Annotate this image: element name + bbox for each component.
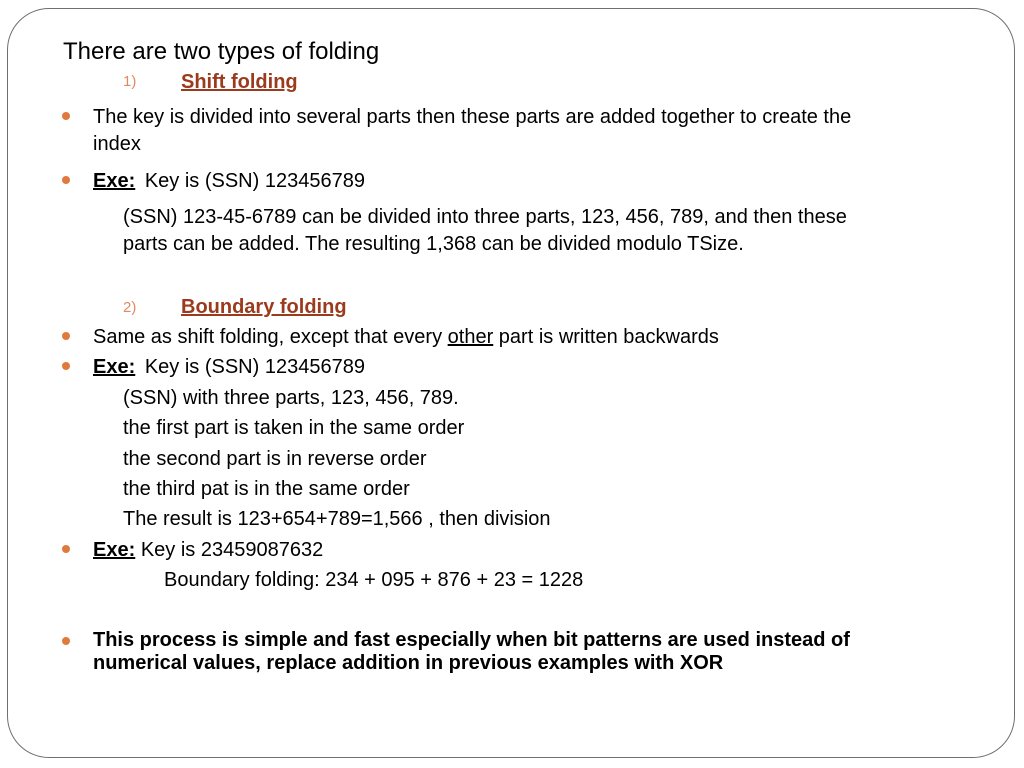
exe-text: Key is (SSN) 123456789 xyxy=(144,356,365,378)
shift-detail-line2: parts can be added. The resulting 1,368 can be divided modulo TSize. xyxy=(123,233,744,255)
summary-line1: This process is simple and fast especially when bit patterns are used instead of xyxy=(93,629,850,651)
bullet-icon xyxy=(62,176,70,184)
slide-title: There are two types of folding xyxy=(63,38,380,65)
boundary-description-before: Same as shift folding, except that every xyxy=(93,326,443,348)
bullet-icon xyxy=(62,637,70,645)
exe-label: Exe: xyxy=(93,539,136,561)
list-number-1: 1) xyxy=(123,73,137,90)
bullet-icon xyxy=(62,545,70,553)
boundary-detail-line: The result is 123+654+789=1,566 , then division xyxy=(123,508,551,530)
exe-label: Exe: xyxy=(93,170,136,192)
boundary-detail-line: the first part is taken in the same order xyxy=(123,417,465,439)
list-number-2: 2) xyxy=(123,299,137,316)
shift-example xyxy=(93,168,365,194)
boundary-detail-line: the third pat is in the same order xyxy=(123,478,410,500)
boundary-example-2 xyxy=(93,537,323,563)
boundary-detail-line: (SSN) with three parts, 123, 456, 789. xyxy=(123,387,459,409)
boundary-example xyxy=(93,354,365,380)
exe-text: Key is 23459087632 xyxy=(140,539,324,561)
shift-detail-line1: (SSN) 123-45-6789 can be divided into three parts, 123, 456, 789, and then these xyxy=(123,206,847,228)
boundary-detail-line: the second part is in reverse order xyxy=(123,448,427,470)
boundary-example-2-detail: Boundary folding: 234 + 095 + 876 + 23 = 1228 xyxy=(164,569,584,591)
boundary-description-after: part is written backwards xyxy=(498,326,719,348)
bullet-icon xyxy=(62,362,70,370)
shift-folding-heading: Shift folding xyxy=(181,71,298,93)
boundary-folding-heading: Boundary folding xyxy=(181,296,347,318)
shift-description-line2: index xyxy=(93,133,141,155)
bullet-icon xyxy=(62,332,70,340)
bullet-icon xyxy=(62,112,70,120)
boundary-description xyxy=(93,324,719,350)
shift-description-line1: The key is divided into several parts then these parts are added together to create the xyxy=(93,106,852,128)
exe-text: Key is (SSN) 123456789 xyxy=(144,170,365,192)
boundary-description-underlined: other xyxy=(447,326,494,348)
exe-label: Exe: xyxy=(93,356,136,378)
summary-line2: numerical values, replace addition in previous examples with XOR xyxy=(93,652,724,674)
